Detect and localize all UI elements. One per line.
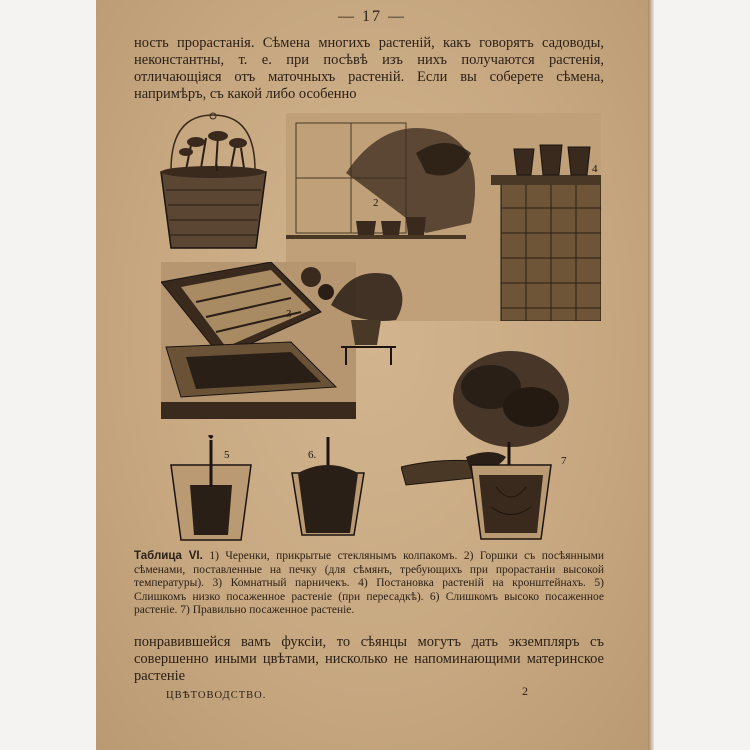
plate-caption <box>134 550 604 618</box>
caption-text: 1) Черенки, прикрытые стеклянымъ колпакомъ. 2) Горшки съ посѣянными сѣменами, поставленные на печку (для сѣмянъ, требующихъ при прорастаніи высокой температуры). 3) Комнатный парничекъ. 4) Постановка растеній на кронштейнахъ. 5) Слишкомъ низко посаженное растеніе (при пересадкѣ). 6) Слишкомъ высоко посаженное растеніе. 7) Правильно посаженное растеніе. <box>134 550 605 617</box>
paragraph-bottom: понравившейся вамъ фуксіи, то сѣянцы могутъ дать экземпляръ съ совершенно иными цвѣтами, нисколько не напоминающими материнское растеніе <box>134 634 604 684</box>
caption-title: Таблица VI. <box>134 550 203 562</box>
paragraph-top: ность прорастанія. Сѣмена многихъ растеній, какъ говорятъ садоводы, неконстантны, т. е. при посѣвѣ изъ нихъ получаются растенія, отличающіяся отъ маточныхъ растеній. Если вы соберете сѣмена, напримѣръ, съ какой либо особенно <box>134 35 604 102</box>
figure-planted-too-high <box>288 435 368 543</box>
figure-label-5: 5 <box>224 449 230 461</box>
page-edge <box>648 0 654 750</box>
footer-signature: ЦВѢТОВОДСТВО. <box>166 690 267 701</box>
book-page <box>96 0 648 750</box>
sheet-number: 2 <box>522 684 528 698</box>
figure-label-1: 1 <box>214 162 220 174</box>
page-number: — 17 — <box>338 8 406 25</box>
figure-cuttings-under-bell <box>156 110 271 255</box>
figure-label-2: 2 <box>373 197 379 209</box>
figure-label-6: 6. <box>308 449 317 461</box>
figure-plant-on-bracket <box>321 265 411 365</box>
illustration-plate <box>156 110 601 540</box>
figure-planted-correctly <box>401 347 601 543</box>
figure-planted-too-low <box>166 435 256 543</box>
figure-label-4: 4 <box>592 163 598 175</box>
figure-label-3: 3 <box>286 308 292 320</box>
figure-label-7: 7 <box>561 455 567 467</box>
